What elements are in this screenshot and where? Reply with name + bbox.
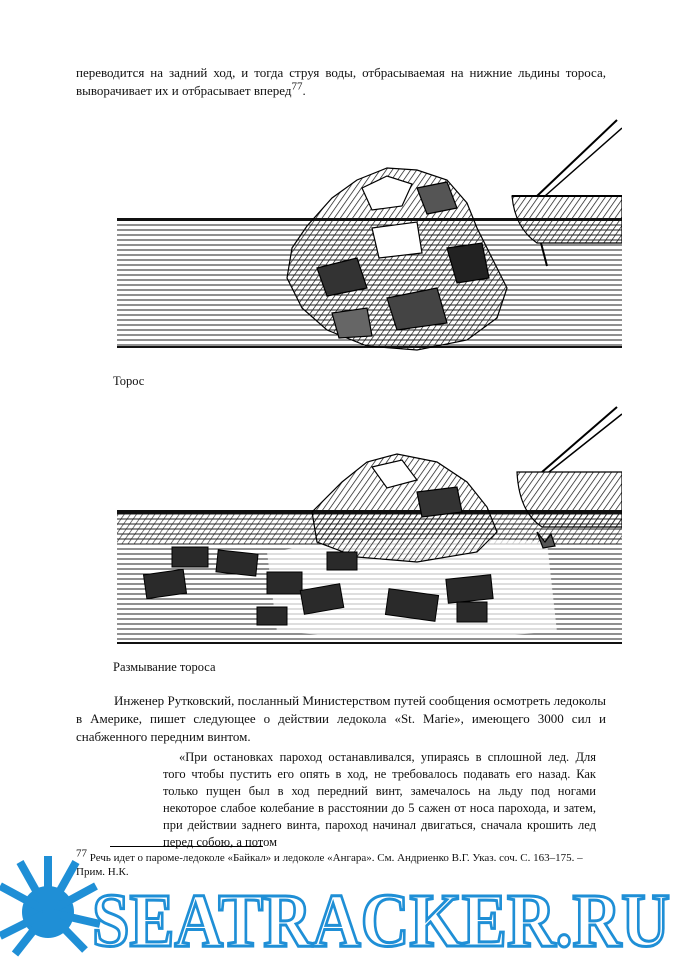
watermark-text: SEATRACKER.RU	[92, 879, 670, 959]
footnote-number: 77	[76, 847, 87, 860]
paragraph-top	[76, 64, 606, 100]
footnote-ref[interactable]: 77	[291, 80, 303, 93]
ice-heap-washing	[312, 454, 497, 562]
figure-toros	[117, 118, 622, 368]
footnote-divider	[110, 846, 263, 847]
paragraph-top-text: переводится на задний ход, и тогда струя воды, отбрасываемая на нижние льдины тороса, выворачивает их и отбрасывает вперед	[76, 65, 606, 98]
paragraph-main: Инженер Рутковский, посланный Министерством путей сообщения осмотреть ледоколы в Америке, пишет следующее о действии ледокола «St. Marie», имеющего 3000 сил и снабженного передним винтом.	[76, 693, 606, 744]
figure1-caption: Торос	[113, 374, 145, 388]
ice-heap	[287, 168, 507, 350]
footnote-text: Речь идет о пароме-ледоколе «Байкал» и ледоколе «Ангара». См. Андриенко В.Г. Указ. соч. С. 163–175. – Прим. Н.К.	[76, 852, 583, 878]
quote-block: «При остановках пароход останавливался, упираясь в сплошной лед. Для того чтобы пустить его опять в ход, не требовалось подавать его назад. Как только пущен был в ход передний винт, замечалось на льду под ногами некоторое слабое колебание в расстоянии до 5 сажен от носа парохода, и затем, при действии заднего винта, пароход начинал двигаться, сначала крошить лед перед собою, а потом	[163, 750, 596, 849]
sun-logo-icon	[0, 856, 100, 954]
figure-toros-washing	[117, 402, 622, 654]
watermark-graphic	[0, 850, 678, 959]
toros-illustration	[117, 118, 622, 368]
figure2-caption: Размывание тороса	[113, 660, 216, 674]
toros-washing-illustration	[117, 402, 622, 654]
paragraph-top-tail: .	[302, 83, 306, 98]
watermark	[0, 850, 678, 959]
